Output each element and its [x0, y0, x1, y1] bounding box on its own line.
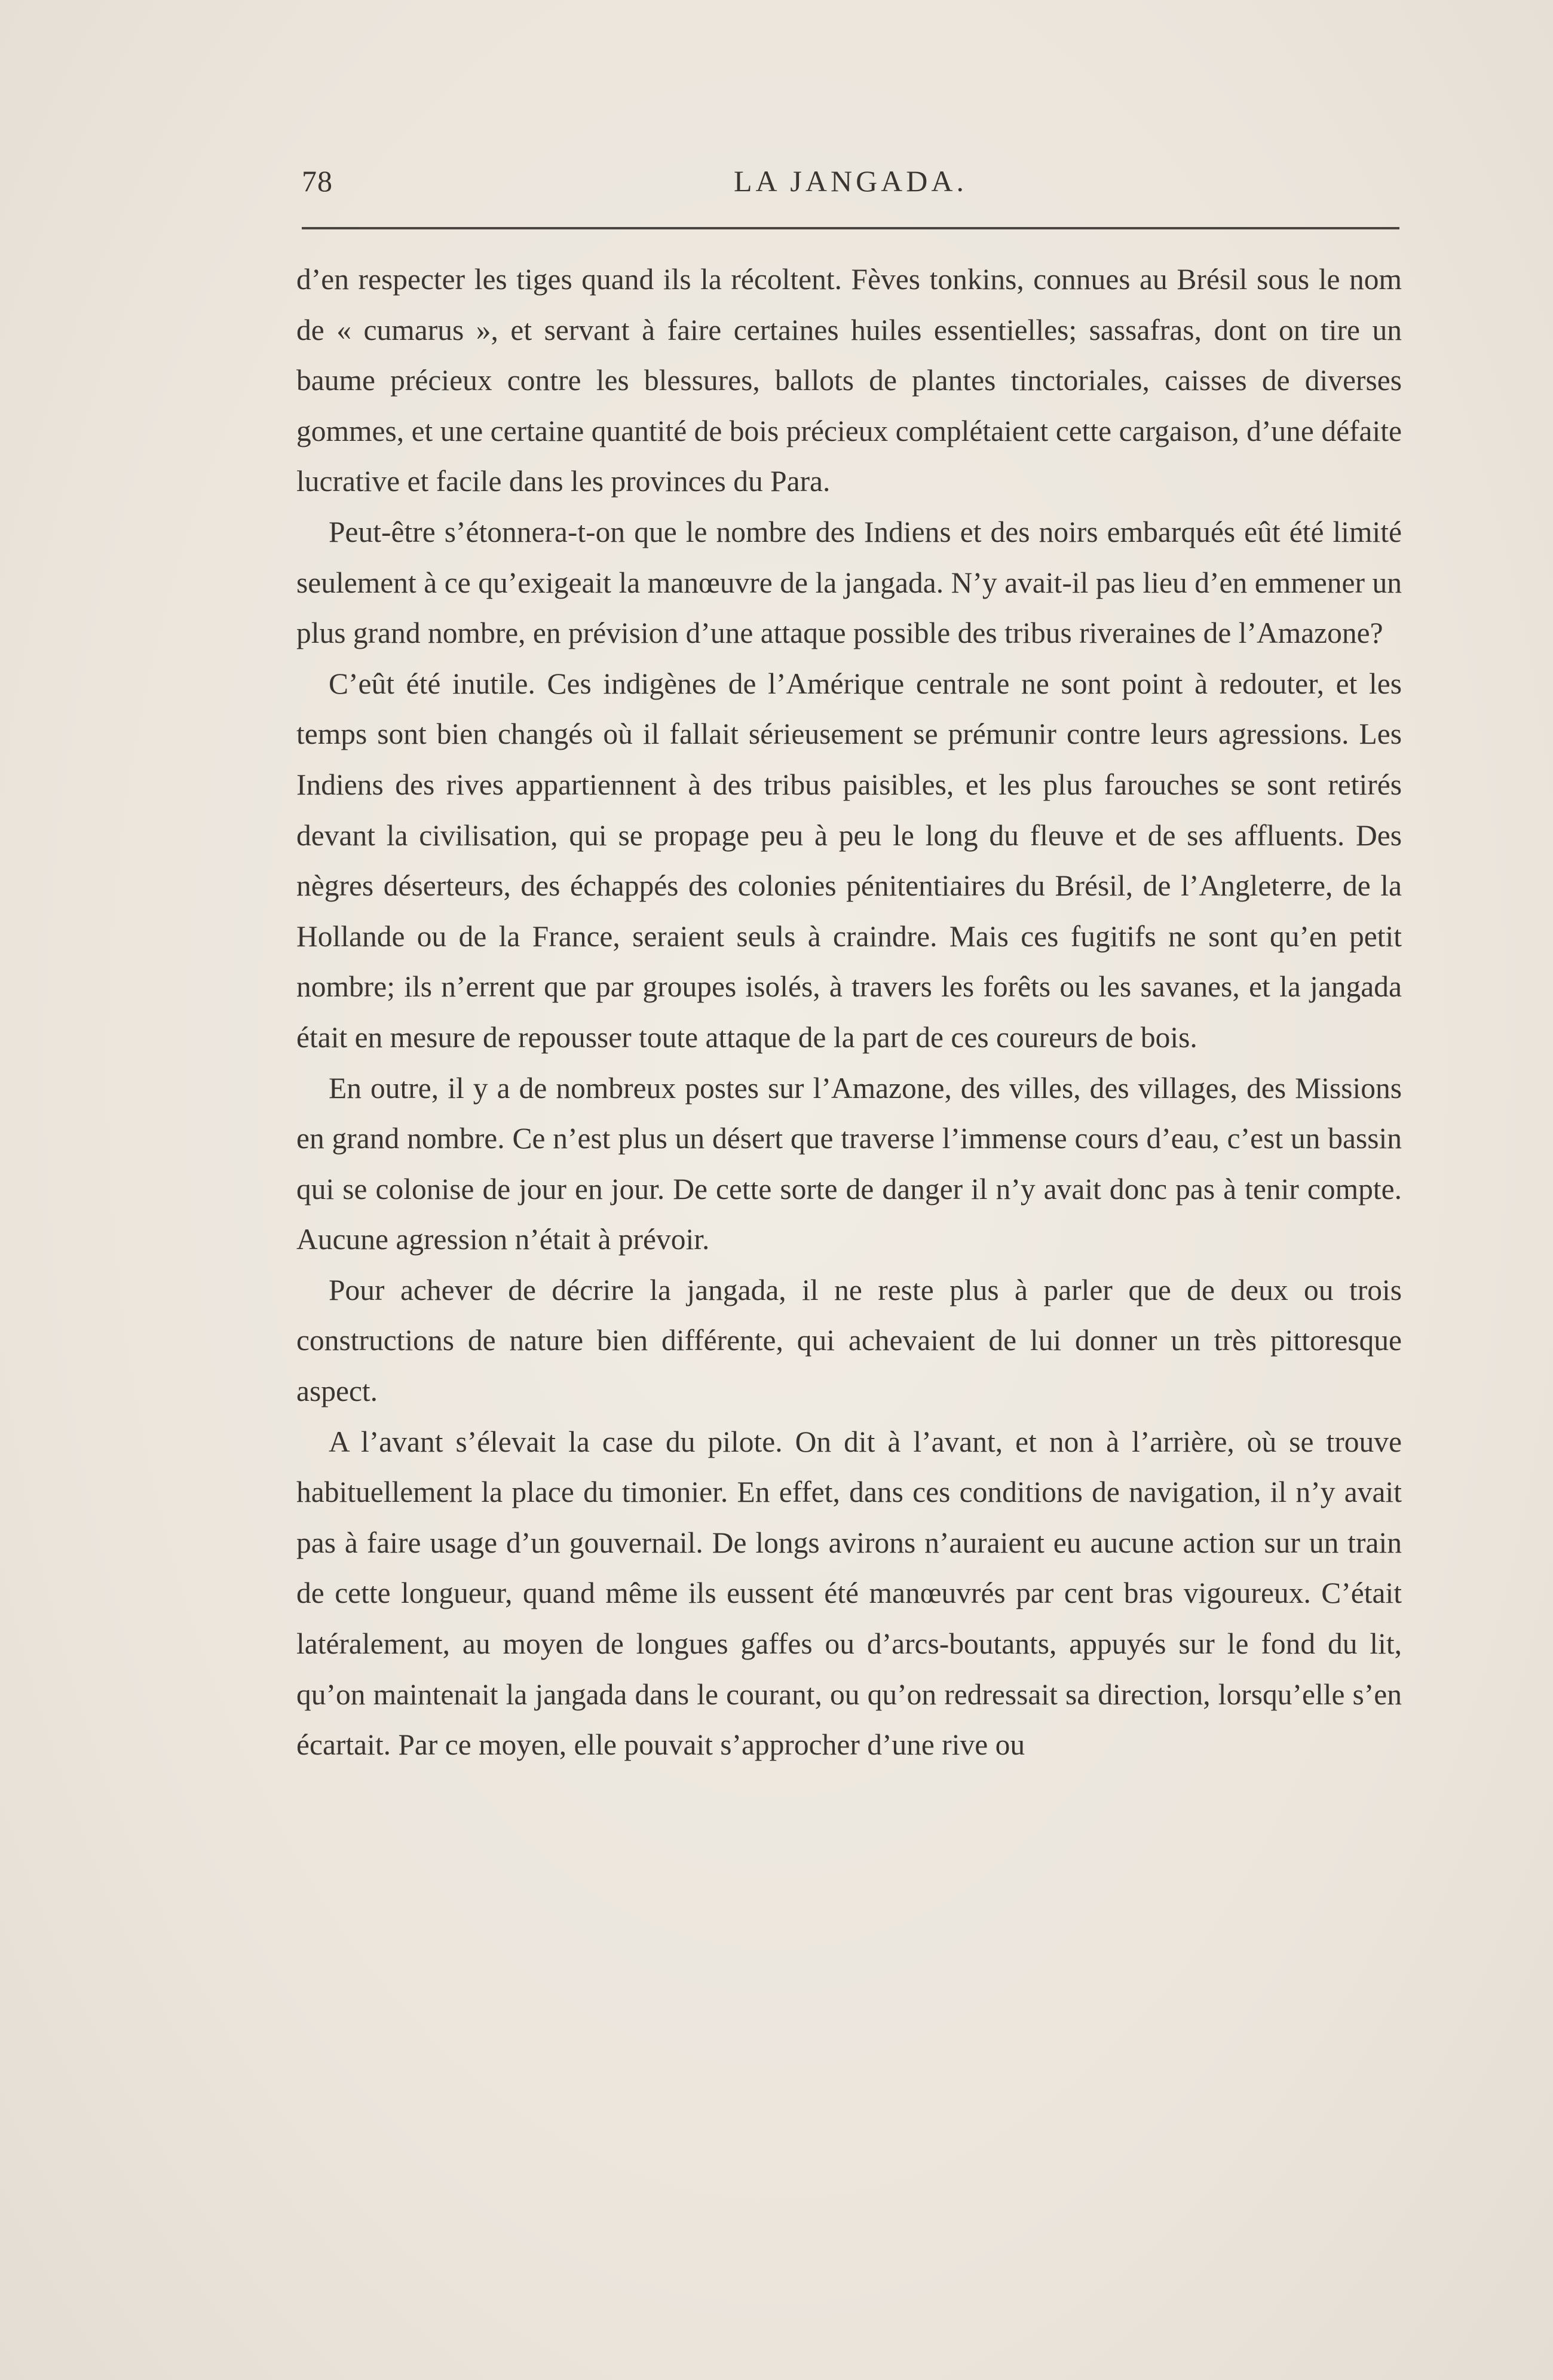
paragraph-3: C’eût été inutile. Ces indigènes de l’Amérique centrale ne sont point à redouter, et les temps sont bien changés où il fallait sérieusement se prémunir contre leurs agressions. Les Indiens des rives appartiennent à des tribus paisibles, et les plus farouches se sont retirés devant la civilisation, qui se propage peu à peu le long du fleuve et de ses affluents. Des nègres déserteurs, des échappés des colonies pénitentiaires du Brésil, de l’Angleterre, de la Hollande ou de la France, seraient seuls à craindre. Mais ces fugitifs ne sont qu’en petit nombre; ils n’errent que par groupes isolés, à travers les forêts ou les savanes, et la jangada était en mesure de repousser toute attaque de la part de ces coureurs de bois. — [296, 667, 1402, 1054]
paragraph-1: d’en respecter les tiges quand ils la récoltent. Fèves tonkins, connues au Brésil sous le nom de « cumarus », et servant à faire certaines huiles essentielles; sassafras, dont on tire un baume précieux contre les blessures, ballots de plantes tinctoriales, caisses de diverses gommes, et une certaine quantité de bois précieux complétaient cette cargaison, d’une défaite lucrative et facile dans les provinces du Para. — [296, 263, 1402, 498]
paragraph-5: Pour achever de décrire la jangada, il ne reste plus à parler que de deux ou trois constructions de nature bien différente, qui achevaient de lui donner un très pittoresque aspect. — [296, 1273, 1402, 1408]
page-header — [302, 164, 1399, 206]
paragraph-6: A l’avant s’élevait la case du pilote. On dit à l’avant, et non à l’arrière, où se trouve habituellement la place du timonier. En effet, dans ces conditions de navigation, il n’y avait pas à faire usage d’un gouvernail. De longs avirons n’auraient eu aucune action sur un train de cette longueur, quand même ils eussent été manœuvrés par cent bras vigoureux. C’était latéralement, au moyen de longues gaffes ou d’arcs-boutants, appuyés sur le fond du lit, qu’on maintenait la jangada dans le courant, ou qu’on redressait sa direction, lorsqu’elle s’en écartait. Par ce moyen, elle pouvait s’approcher d’une rive ou — [296, 1425, 1402, 1762]
paragraph-2: Peut-être s’étonnera-t-on que le nombre des Indiens et des noirs embarqués eût été limité seulement à ce qu’exigeait la manœuvre de la jangada. N’y avait-il pas lieu d’en emmener un plus grand nombre, en prévision d’une attaque possible des tribus riveraines de l’Amazone? — [296, 515, 1402, 650]
header-rule — [302, 227, 1399, 229]
page-number: 78 — [302, 164, 333, 198]
body-text — [296, 254, 1402, 1771]
running-title: LA JANGADA. — [734, 164, 967, 198]
paragraph-4: En outre, il y a de nombreux postes sur l’Amazone, des villes, des villages, des Missions en grand nombre. Ce n’est plus un désert que traverse l’immense cours d’eau, c’est un bassin qui se colonise de jour en jour. De cette sorte de danger il n’y avait donc pas à tenir compte. Aucune agression n’était à prévoir. — [296, 1071, 1402, 1256]
